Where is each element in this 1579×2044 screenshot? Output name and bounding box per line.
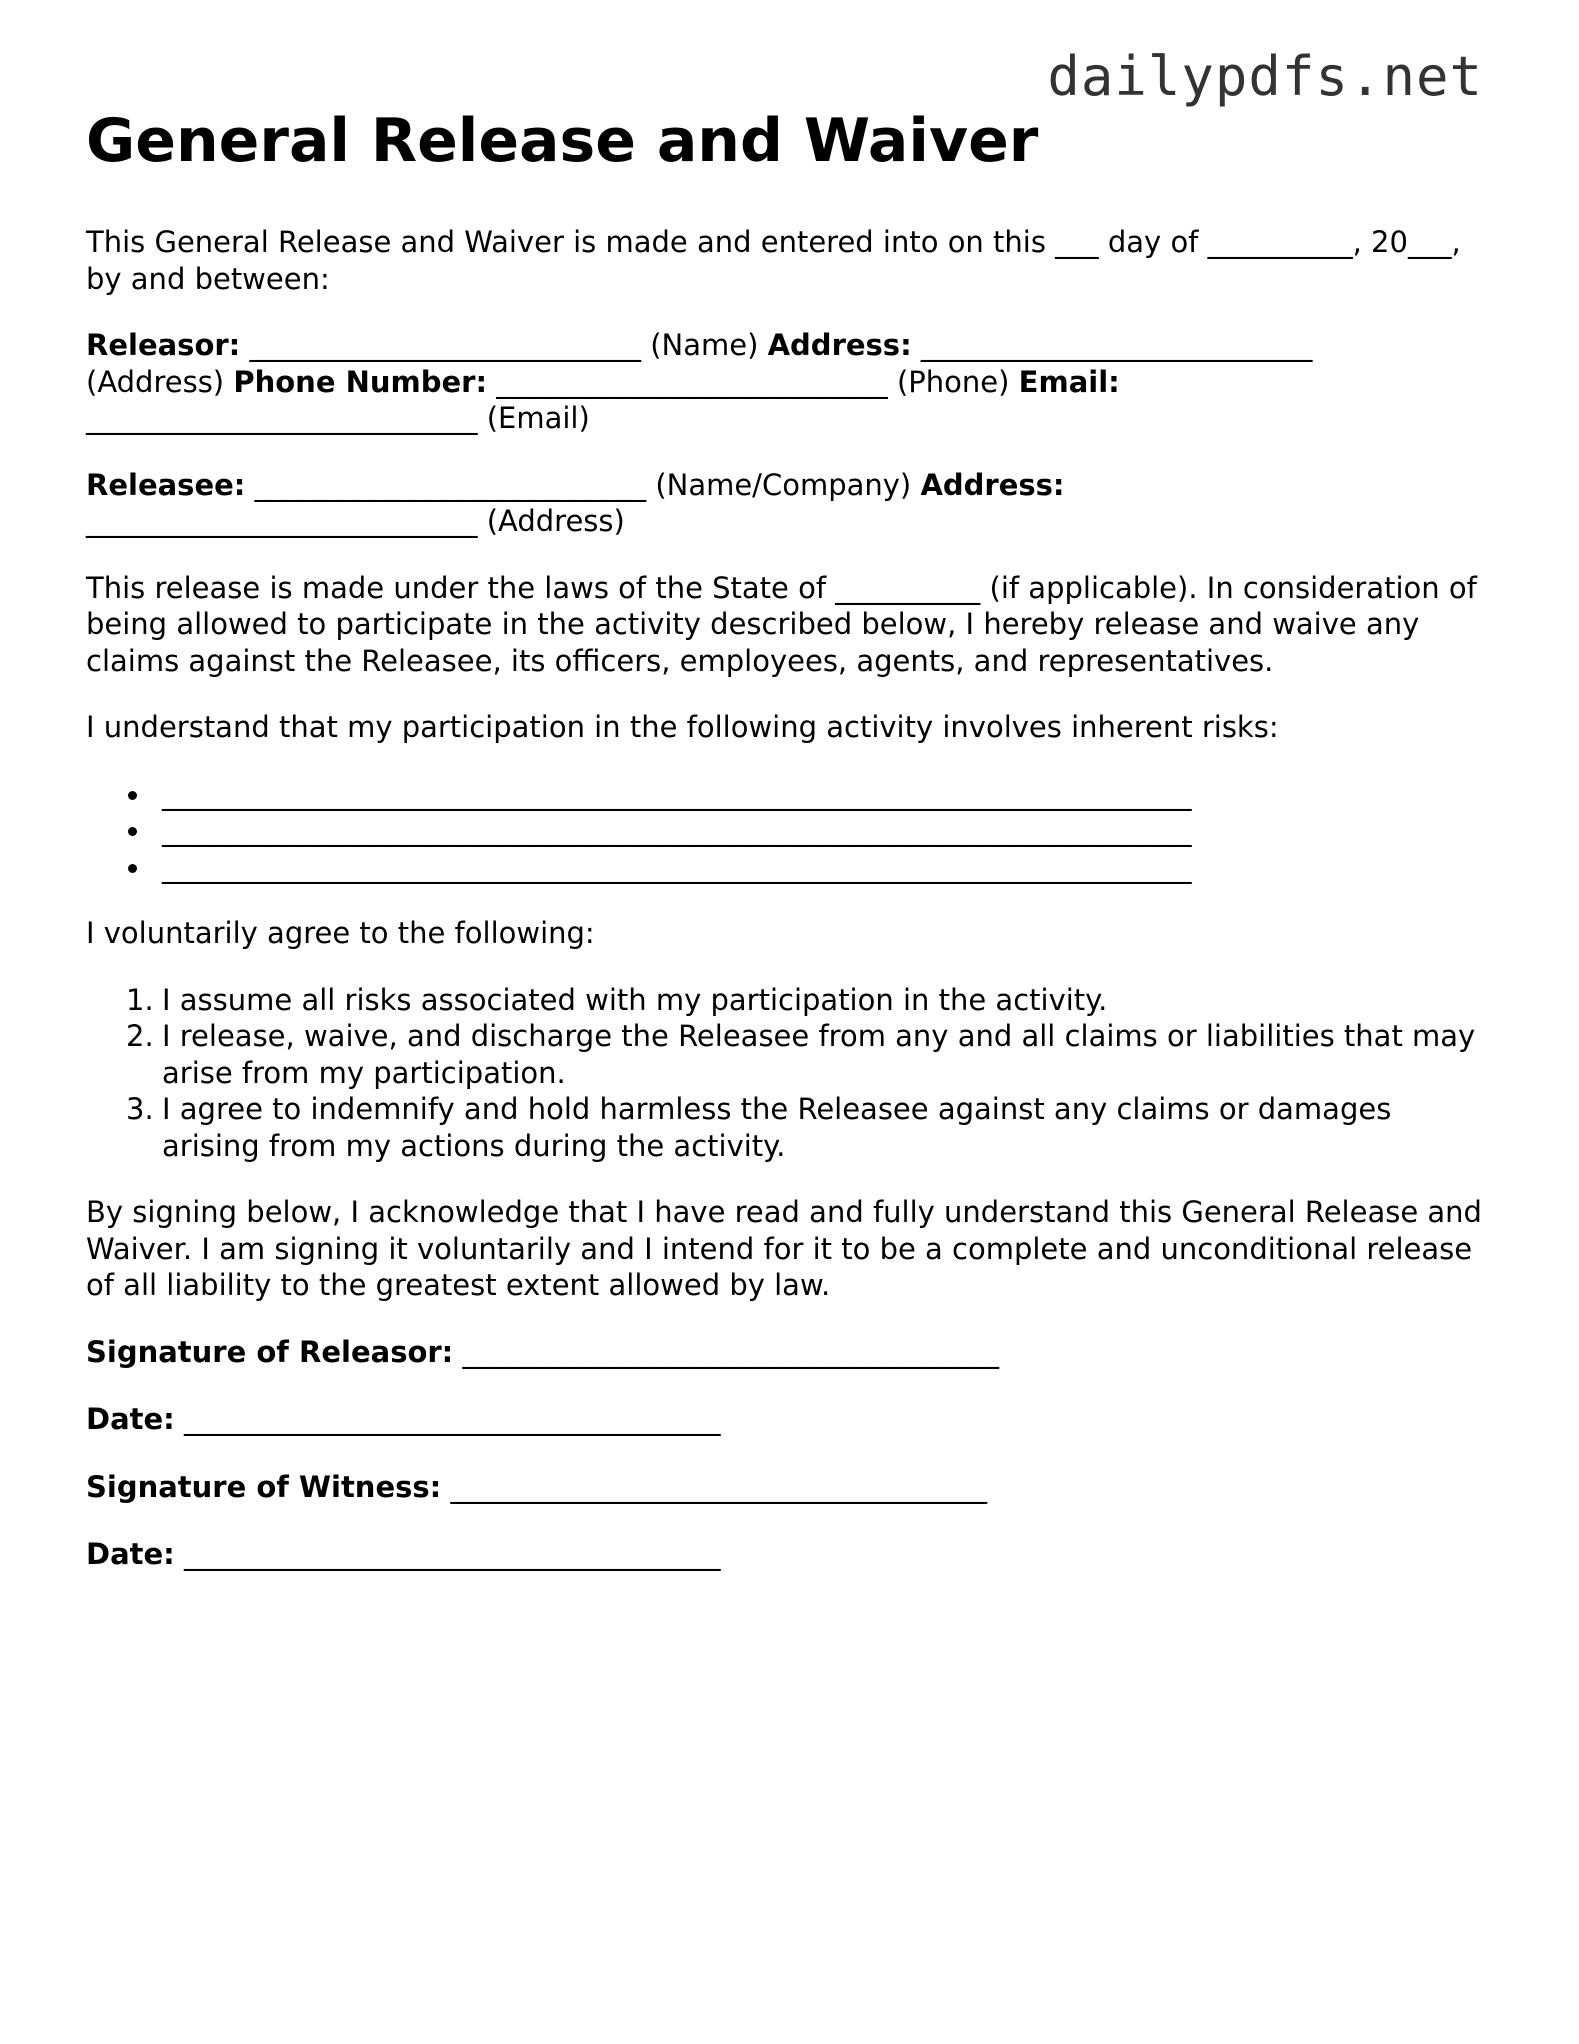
agreement-item <box>86 1091 1486 1164</box>
releasor-signature-line <box>86 1334 1486 1371</box>
document-title: General Release and Waiver <box>86 106 1039 176</box>
releasor-date-field[interactable]: _____________________________________ <box>184 1402 721 1436</box>
releasor-signature-field[interactable]: _____________________________________ <box>462 1334 999 1369</box>
witness-date-field[interactable]: _____________________________________ <box>184 1537 721 1571</box>
releasee-address-label: Address: <box>920 467 1065 502</box>
releasor-address-hint: (Address) <box>86 364 225 399</box>
agreement-item <box>86 982 1486 1019</box>
intro-paragraph: This General Release and Waiver is made and entered into on this ___ day of __________, 20___, by and between: <box>86 225 1461 296</box>
releasor-name-hint: (Name) <box>650 328 759 362</box>
agreement-text: I release, waive, and discharge the Releasee from any and all claims or liabilities that may arise from my participation. <box>162 1019 1476 1090</box>
releasor-email-hint: (Email) <box>486 401 590 435</box>
releasor-label: Releasor: <box>86 328 241 362</box>
releasor-email-field[interactable]: ___________________________ <box>86 401 478 435</box>
agree-intro: I voluntarily agree to the following: <box>86 916 595 950</box>
witness-signature-field[interactable]: _____________________________________ <box>450 1469 987 1504</box>
releasor-block <box>86 327 1486 437</box>
releasor-email-label: Email: <box>1018 364 1120 399</box>
releasee-label: Releasee: <box>86 467 246 502</box>
releasee-name-hint: (Name/Company) <box>655 467 912 502</box>
date-label: Date: <box>86 1537 175 1571</box>
releasor-name-field[interactable]: ___________________________ <box>249 328 641 362</box>
signature-label: Signature of Witness: <box>86 1469 442 1504</box>
risk-item[interactable]: _______________________________________________________________________ <box>86 812 1486 849</box>
witness-date-line <box>86 1536 1486 1573</box>
agreement-number: 2. <box>126 1019 154 1053</box>
risk-item[interactable]: _______________________________________________________________________ <box>86 776 1486 813</box>
risks-intro: I understand that my participation in the following activity involves inherent risks: <box>86 710 1279 744</box>
releasor-address-field[interactable]: ___________________________ <box>920 328 1313 362</box>
releasor-phone-label: Phone Number: <box>233 364 488 399</box>
signature-label: Signature of Releasor: <box>86 1334 454 1369</box>
witness-signature-line <box>86 1469 1486 1506</box>
document-body <box>86 224 1486 1604</box>
agreements-list <box>86 982 1486 1165</box>
releasee-address-hint: (Address) <box>486 504 625 538</box>
watermark: dailypdfs.net <box>1047 45 1483 108</box>
risks-list <box>86 776 1486 886</box>
releasor-address-label: Address: <box>767 328 912 362</box>
signature-section <box>86 1334 1486 1573</box>
agreement-item <box>86 1018 1486 1091</box>
agreement-number: 1. <box>126 982 154 1017</box>
releasor-phone-hint: (Phone) <box>896 364 1010 399</box>
date-label: Date: <box>86 1402 175 1436</box>
agreement-text: I assume all risks associated with my participation in the activity. <box>162 982 1108 1017</box>
releasee-name-field[interactable]: ___________________________ <box>254 467 647 502</box>
releasor-phone-field[interactable]: ___________________________ <box>496 364 888 399</box>
agreement-number: 3. <box>126 1092 154 1126</box>
releasor-date-line <box>86 1401 1486 1438</box>
releasee-address-field[interactable]: ___________________________ <box>86 504 478 538</box>
risk-item[interactable]: _______________________________________________________________________ <box>86 849 1486 886</box>
acknowledgement-paragraph: By signing below, I acknowledge that I have read and fully understand this General Release and Waiver. I am signing it voluntarily and I intend for it to be a complete and unconditional release of all liability to the greatest extent allowed by law. <box>86 1195 1482 1302</box>
releasee-block <box>86 467 1486 540</box>
agreement-text: I agree to indemnify and hold harmless the Releasee against any claims or damages arising from my actions during the activity. <box>162 1092 1392 1163</box>
laws-paragraph: This release is made under the laws of the State of __________ (if applicable). In consideration of being allowed to participate in the activity described below, I hereby release and waive any claims against the Releasee, its officers, employees, agents, and representatives. <box>86 570 1477 678</box>
